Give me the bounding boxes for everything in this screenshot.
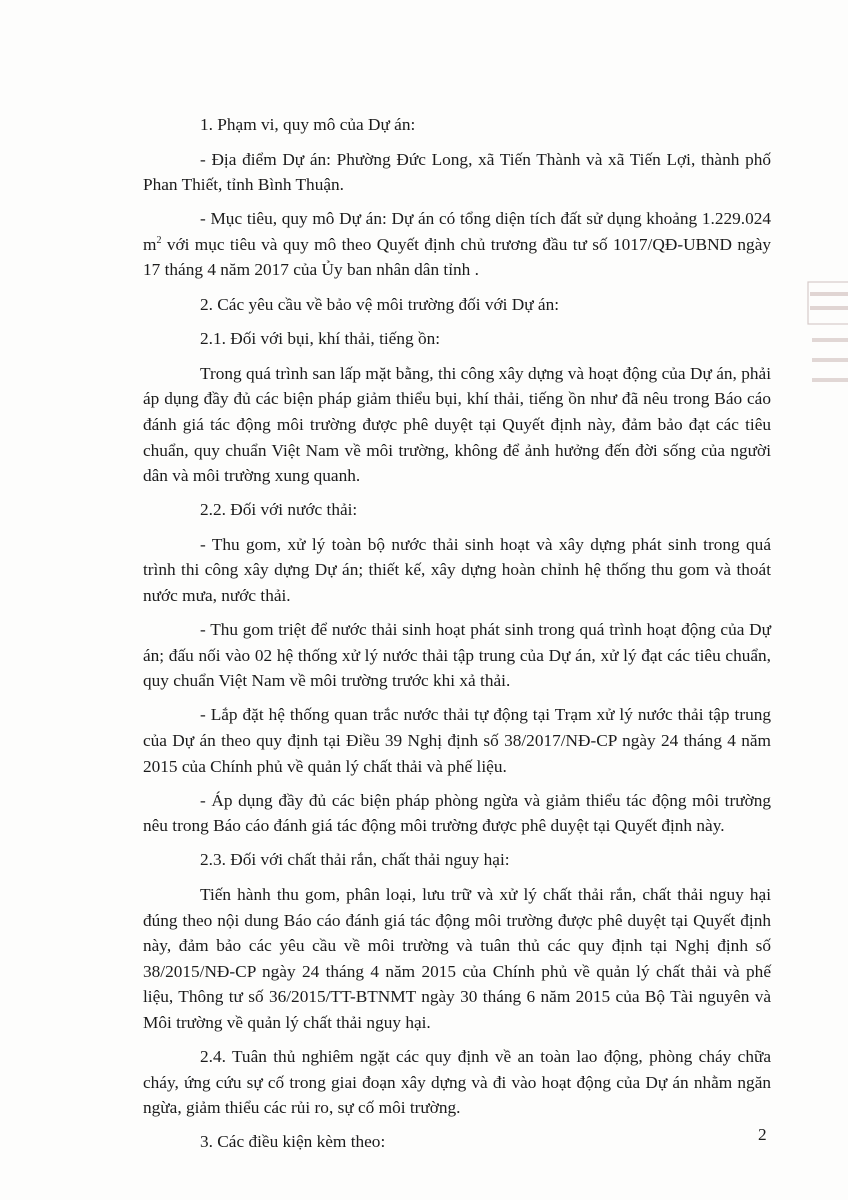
- page-number: 2: [758, 1125, 767, 1144]
- project-scale: [143, 206, 771, 283]
- dust-emission-paragraph: Trong quá trình san lấp mặt bằng, thi công xây dựng và hoạt động của Dự án, phải áp dụng đầy đủ các biện pháp giảm thiểu bụi, khí thải, tiếng ồn như đã nêu trong Báo cáo đánh giá tác động môi trường được phê duyệt tại Quyết định này, đảm bảo đạt các tiêu chuẩn, quy chuẩn Việt Nam về môi trường, không để ảnh hưởng đến đời sống của người dân và môi trường xung quanh.: [143, 363, 771, 486]
- project-location: - Địa điểm Dự án: Phường Đức Long, xã Tiến Thành và xã Tiến Lợi, thành phố Phan Thiết, tỉnh Bình Thuận.: [143, 149, 771, 195]
- section-2-3-heading: 2.3. Đối với chất thải rắn, chất thải nguy hại:: [200, 850, 510, 870]
- wastewater-item-4: - Áp dụng đầy đủ các biện pháp phòng ngừa và giảm thiểu tác động môi trường nêu trong Báo cáo đánh giá tác động môi trường được phê duyệt tại Quyết định này.: [143, 790, 771, 836]
- wastewater-item-2: - Thu gom triệt để nước thải sinh hoạt phát sinh trong quá trình hoạt động của Dự án; đấu nối vào 02 hệ thống xử lý nước thải tập trung của Dự án, xử lý đạt các tiêu chuẩn, quy chuẩn Việt Nam về môi trường trước khi xả thải.: [143, 620, 771, 691]
- document-body: [143, 112, 771, 1164]
- section-2-2-heading: 2.2. Đối với nước thải:: [200, 500, 358, 520]
- wastewater-item-1: - Thu gom, xử lý toàn bộ nước thải sinh hoạt và xây dựng phát sinh trong quá trình thi công xây dựng Dự án; thiết kế, xây dựng hoàn chỉnh hệ thống thu gom và thoát nước mưa, nước thải.: [143, 534, 771, 605]
- wastewater-item-3: - Lắp đặt hệ thống quan trắc nước thải tự động tại Trạm xử lý nước thải tập trung của Dự án theo quy định tại Điều 39 Nghị định số 38/2017/NĐ-CP ngày 24 tháng 4 năm 2015 của Chính phủ về quản lý chất thải và phế liệu.: [143, 705, 771, 776]
- project-scale-text-continued: với mục tiêu và quy mô theo Quyết định chủ trương đầu tư số 1017/QĐ-UBND ngày 17 tháng 4 năm 2017 của Ủy ban nhân dân tỉnh .: [143, 234, 771, 280]
- section-3-heading: 3. Các điều kiện kèm theo:: [200, 1132, 386, 1152]
- section-2-4-paragraph: 2.4. Tuân thủ nghiêm ngặt các quy định về an toàn lao động, phòng cháy chữa cháy, ứng cứu sự cố trong giai đoạn xây dựng và đi vào hoạt động của Dự án nhằm ngăn ngừa, giảm thiểu các rủi ro, sự cố môi trường.: [143, 1047, 771, 1118]
- section-2-heading: 2. Các yêu cầu về bảo vệ môi trường đối với Dự án:: [200, 294, 560, 314]
- section-1-heading: 1. Phạm vi, quy mô của Dự án:: [200, 115, 416, 134]
- stamp-fragment: [800, 278, 848, 406]
- solid-waste-paragraph: Tiến hành thu gom, phân loại, lưu trữ và xử lý chất thải rắn, chất thải nguy hại đúng theo nội dung Báo cáo đánh giá tác động môi trường được phê duyệt tại Quyết định này, đảm bảo các yêu cầu về môi trường và tuân thủ các quy định tại Nghị định số 38/2015/NĐ-CP ngày 24 tháng 4 năm 2015 của Chính phủ về quản lý chất thải và phế liệu, Thông tư số 36/2015/TT-BTNMT ngày 30 tháng 6 năm 2015 của Bộ Tài nguyên và Môi trường về quản lý chất thải nguy hại.: [143, 884, 771, 1032]
- area-unit-exponent: 2: [156, 235, 162, 247]
- project-scale-text: - Mục tiêu, quy mô Dự án: Dự án có tổng diện tích đất sử dụng khoảng 1.229.024 m: [143, 209, 771, 254]
- section-2-1-heading: 2.1. Đối với bụi, khí thải, tiếng ồn:: [200, 329, 441, 349]
